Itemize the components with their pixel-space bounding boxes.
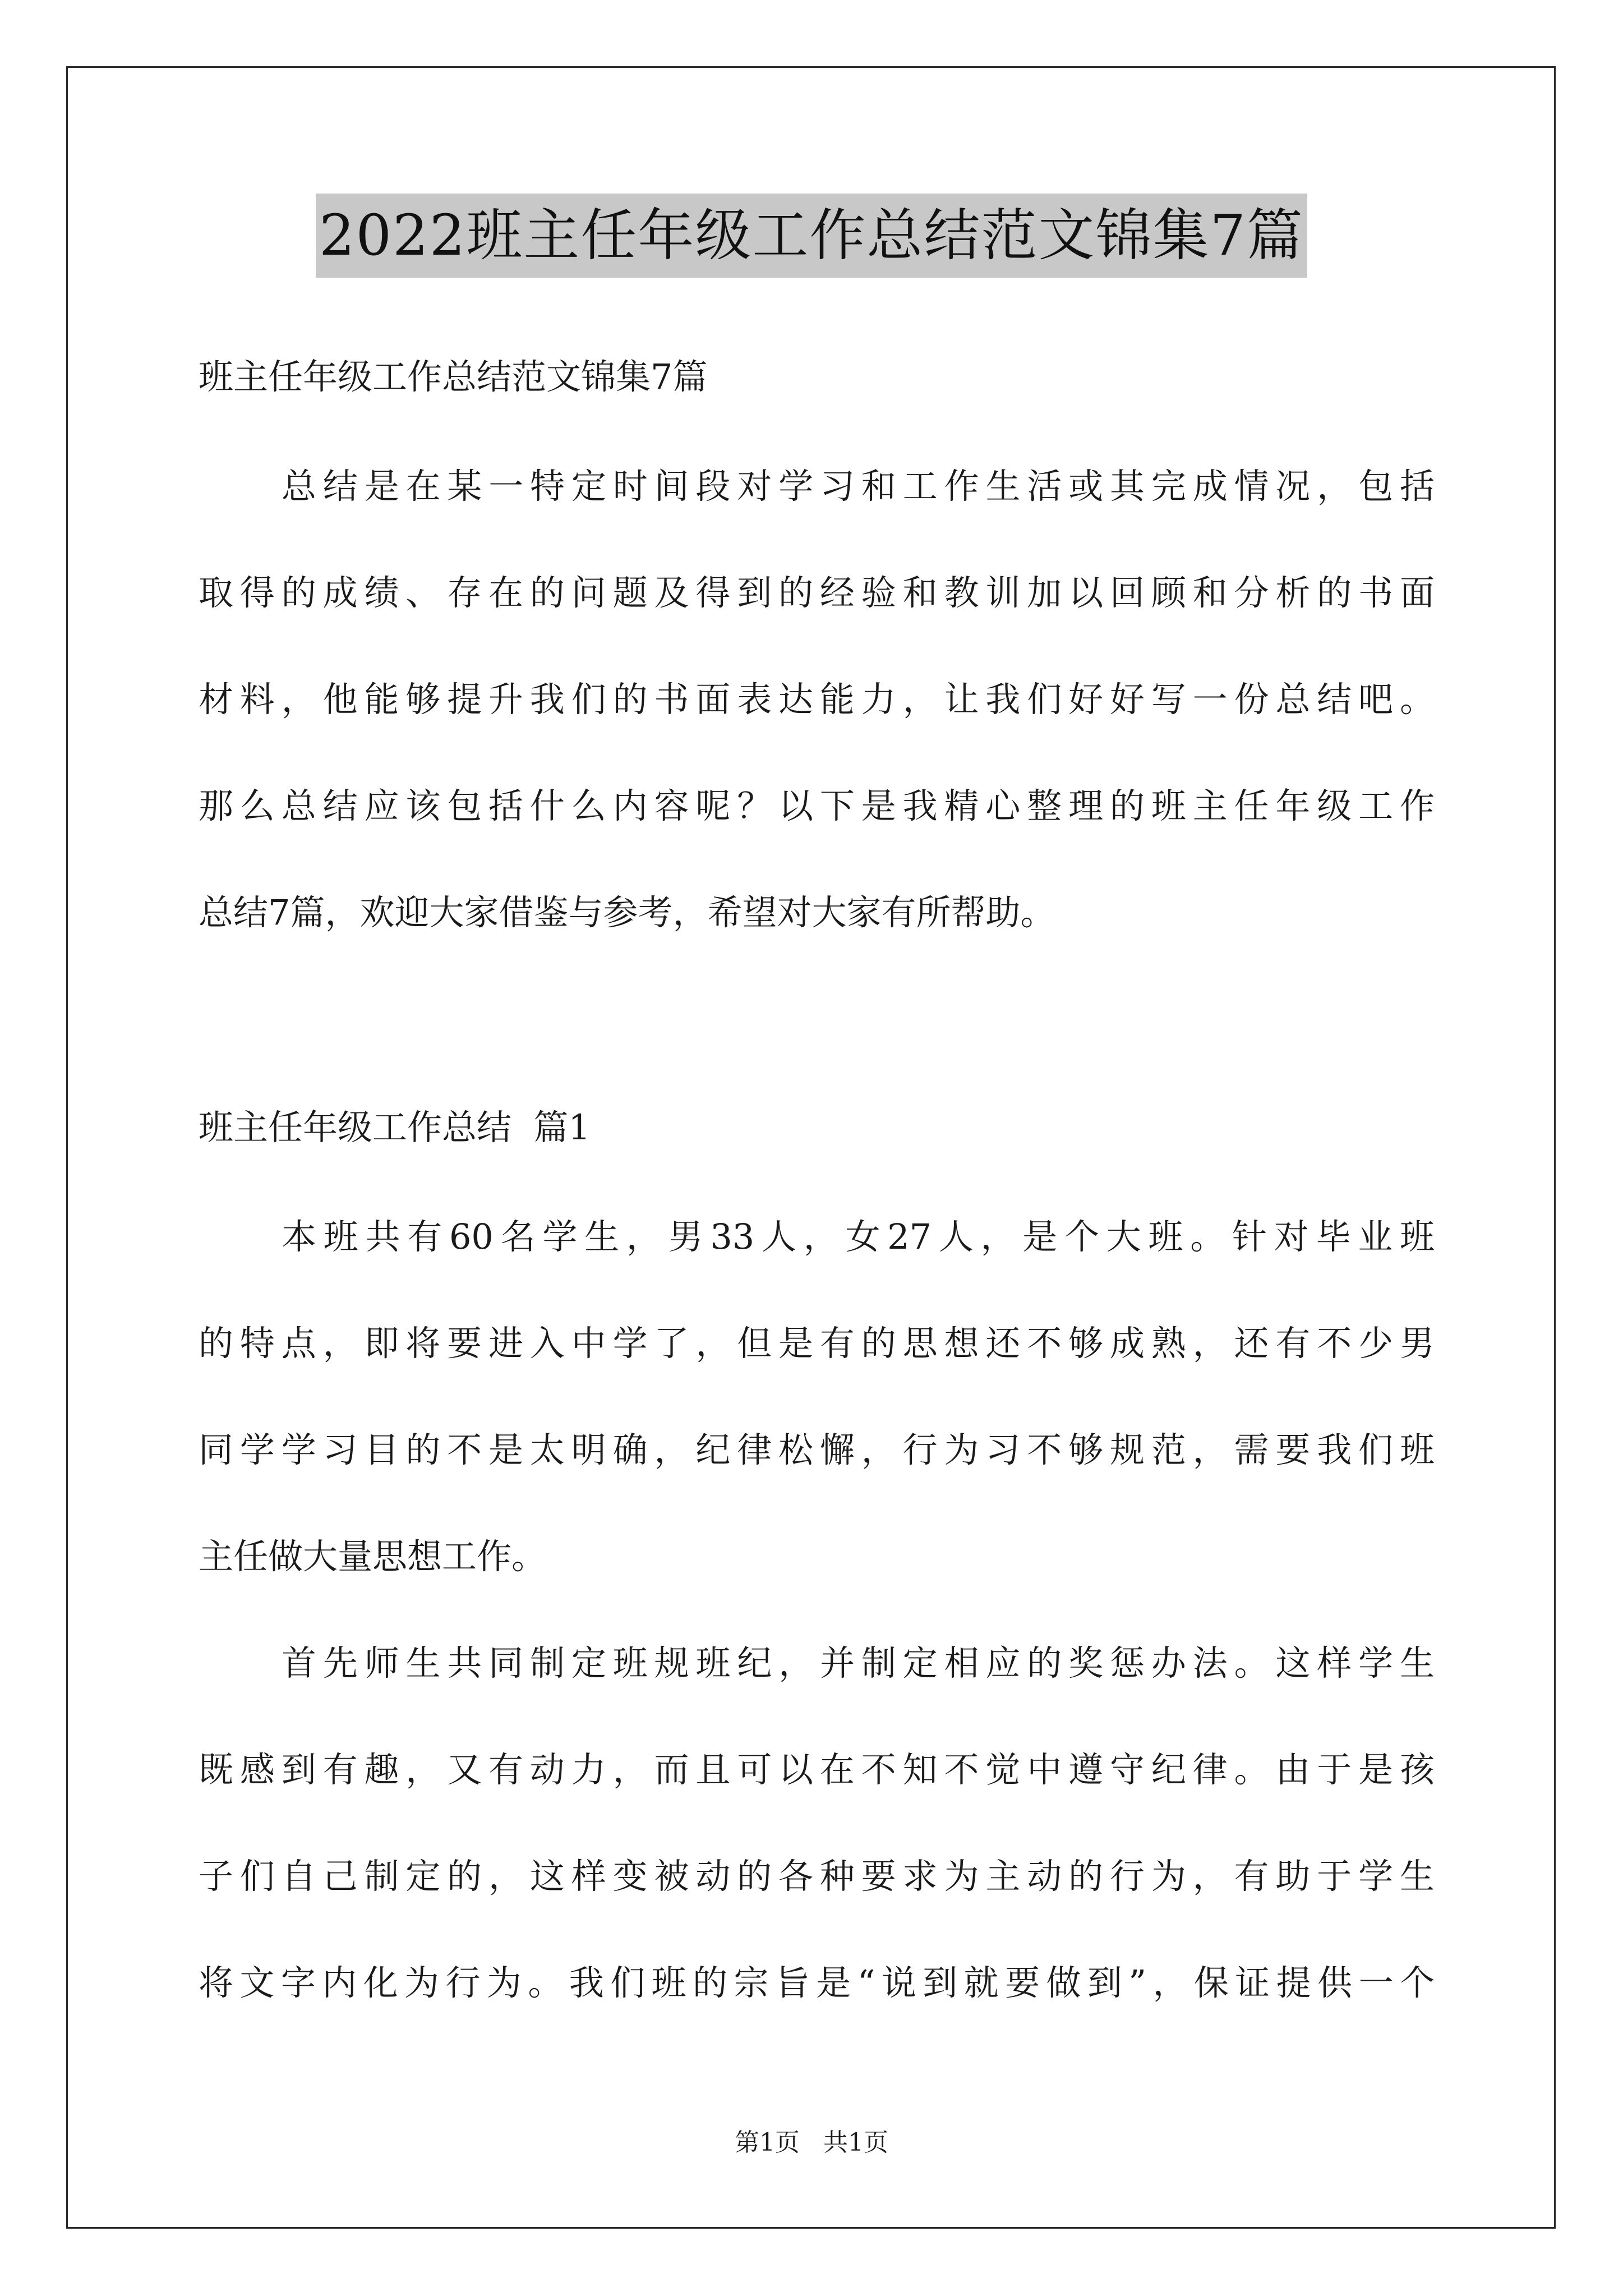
intro-line: 总结7篇，欢迎大家借鉴与参考，希望对大家有所帮助。 (199, 892, 1055, 933)
page-footer (0, 2126, 1623, 2160)
paragraph-line: 的特点，即将要进入中学了，但是有的思想还不够成熟，还有不少男 (199, 1323, 1435, 1364)
paragraph-line: 将文字内化为行为。我们班的宗旨是“说到就要做到”，保证提供一个 (199, 1962, 1435, 2003)
intro-line: 材料，他能够提升我们的书面表达能力，让我们好好写一份总结吧。 (199, 679, 1435, 720)
intro-line: 那么总结应该包括什么内容呢？以下是我精心整理的班主任年级工作 (199, 785, 1435, 826)
paragraph-line: 首先师生共同制定班规班纪，并制定相应的奖惩办法。这样学生 (282, 1642, 1435, 1683)
paragraph-line: 既感到有趣，又有动力，而且可以在不知不觉中遵守纪律。由于是孩 (199, 1749, 1435, 1790)
section-heading: 班主任年级工作总结 篇1 (199, 1107, 591, 1148)
paragraph-line: 主任做大量思想工作。 (199, 1536, 547, 1577)
intro-line: 取得的成绩、存在的问题及得到的经验和教训加以回顾和分析的书面 (199, 572, 1435, 613)
paragraph-line: 子们自己制定的，这样变被动的各种要求为主动的行为，有助于学生 (199, 1856, 1435, 1897)
document-title: 2022班主任年级工作总结范文锦集7篇 (316, 194, 1307, 278)
intro-line: 总结是在某一特定时间段对学习和工作生活或其完成情况，包括 (282, 466, 1435, 507)
page-number: 第1页 (735, 2128, 800, 2157)
paragraph-line: 同学学习目的不是太明确，纪律松懈，行为习不够规范，需要我们班 (199, 1429, 1435, 1470)
paragraph-line: 本班共有60名学生，男33人，女27人，是个大班。针对毕业班 (282, 1216, 1435, 1257)
page-total: 共1页 (823, 2128, 888, 2157)
subtitle: 班主任年级工作总结范文锦集7篇 (199, 356, 708, 397)
title-area (0, 194, 1623, 278)
